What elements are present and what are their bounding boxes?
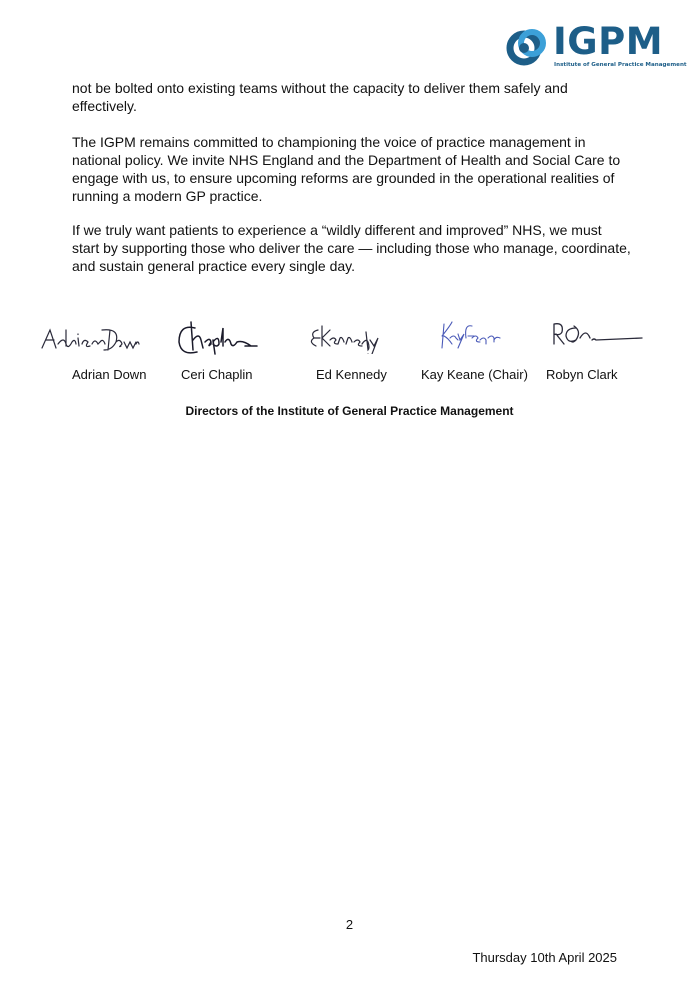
page-number: 2 [345, 917, 354, 932]
letter-date: Thursday 10th April 2025 [472, 950, 617, 965]
signature-adrian-down [40, 322, 140, 358]
igpm-logo-mark-icon [505, 24, 549, 68]
signature-kay-keane [438, 318, 502, 354]
body-paragraph: not be bolted onto existing teams without the capacity to deliver them safely and effectively. [72, 80, 568, 114]
signatory-name: Robyn Clark [546, 367, 618, 382]
signatories-caption: Directors of the Institute of General Practice Management [185, 404, 514, 418]
signature-ed-kennedy [310, 320, 386, 354]
body-paragraph: The IGPM remains committed to championing the voice of practice management in national policy. We invite NHS England and the Department of Health and Social Care to engage with us, to ensure upcoming reforms are grounded in the operational realities of running a modern GP practice. [72, 134, 621, 204]
logo-wordmark: IGPM [553, 20, 664, 63]
igpm-logo [505, 20, 687, 70]
signatory-name: Adrian Down [72, 367, 147, 382]
signature-robyn-clark [548, 320, 644, 350]
signatory-name: Ceri Chaplin [181, 367, 253, 382]
logo-subtitle: Institute of General Practice Management [554, 62, 687, 68]
signatory-name: Ed Kennedy [316, 367, 387, 382]
signature-ceri-chaplin [175, 320, 261, 360]
body-paragraph: If we truly want patients to experience a “wildly different and improved” NHS, we must start by supporting those who deliver the care — including those who manage, coordinate, and sustain general practice every single day. [72, 222, 631, 274]
signatory-name: Kay Keane (Chair) [421, 367, 528, 382]
